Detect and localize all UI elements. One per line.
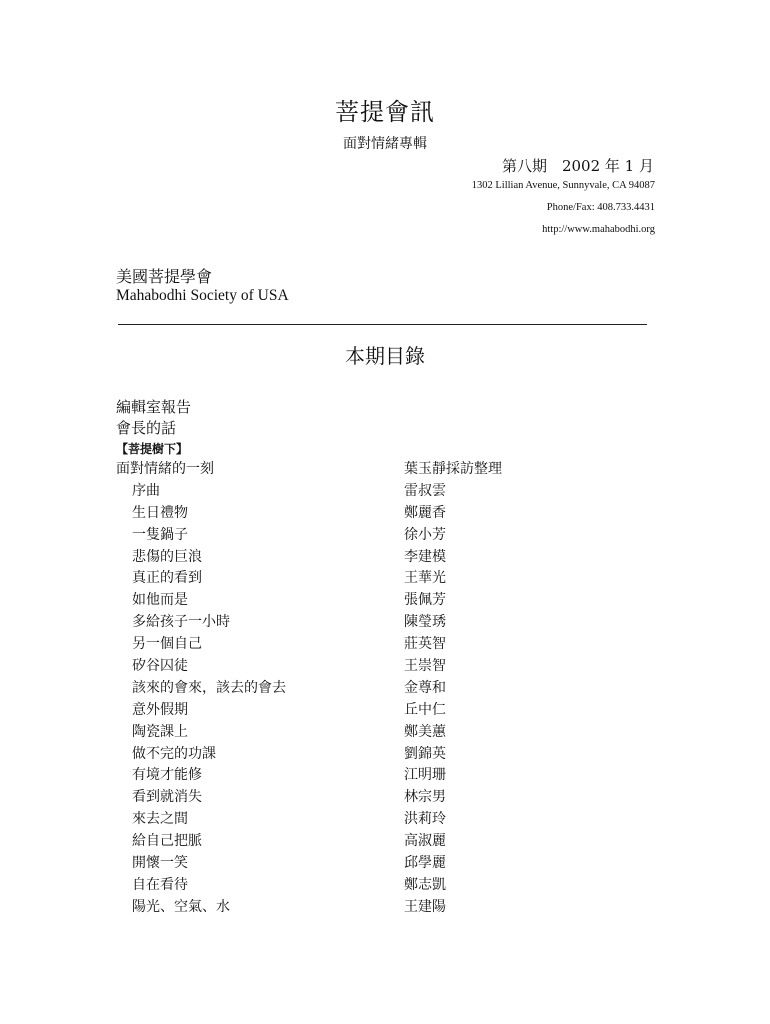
toc-entry-title: 該來的會來，該去的會去 [132, 679, 286, 696]
toc-entry-title: 如他而是 [132, 592, 188, 609]
org-name-cn: 美國菩提學會 [116, 267, 213, 286]
toc-entry-author: 林宗男 [404, 789, 446, 806]
toc-bracket-label: 【菩提樹下】 [116, 442, 189, 456]
toc-entry-author: 王建陽 [404, 898, 446, 915]
toc-entry-author: 江明珊 [404, 767, 446, 784]
toc-entry-title: 開懷一笑 [132, 855, 188, 872]
newsletter-title: 菩提會訊 [335, 98, 435, 126]
toc-entry-author: 劉錦英 [404, 745, 446, 762]
toc-entry-title: 陽光、空氣、水 [132, 898, 230, 915]
divider-line [118, 324, 647, 325]
toc-entry-title: 意外假期 [132, 701, 188, 718]
toc-entry [0, 568, 770, 590]
toc-entry-author: 王華光 [404, 570, 446, 587]
toc-entry [0, 809, 770, 831]
issue-subtitle: 面對情緒專輯 [343, 136, 427, 152]
toc-entry-title: 悲傷的巨浪 [132, 548, 202, 565]
toc-entry-title: 一隻鍋子 [132, 526, 188, 543]
toc-entry-author: 金尊和 [404, 679, 446, 696]
toc-entry-title: 陶瓷課上 [132, 723, 188, 740]
toc-entry [0, 853, 770, 875]
toc-entry [0, 590, 770, 612]
toc-entry-author: 鄭麗香 [404, 504, 446, 521]
toc-entry-author: 莊英智 [404, 636, 446, 653]
toc-entry-author: 陳瑩琇 [404, 614, 446, 631]
toc-entry-author: 張佩芳 [404, 592, 446, 609]
toc-entry-title: 生日禮物 [132, 504, 188, 521]
toc-entry-title: 來去之間 [132, 811, 188, 828]
toc-entry [0, 612, 770, 634]
website-url: http://www.mahabodhi.org [542, 224, 655, 235]
toc-entry [0, 744, 770, 766]
address: 1302 Lillian Avenue, Sunnyvale, CA 94087 [471, 180, 655, 191]
toc-entry-author: 洪莉玲 [404, 811, 446, 828]
toc-entry-title: 矽谷囚徒 [132, 658, 188, 675]
toc-entry-author: 李建模 [404, 548, 446, 565]
toc-entry [0, 765, 770, 787]
toc-entry-title: 自在看待 [132, 876, 188, 893]
toc-entry [0, 481, 770, 503]
toc-entry [0, 525, 770, 547]
toc-entry-title: 面對情緒的一刻 [116, 461, 214, 477]
toc-list [0, 459, 770, 919]
toc-entry-title: 序曲 [132, 482, 160, 499]
toc-title: 本期目錄 [345, 344, 425, 368]
toc-section-editorial: 編輯室報告 [116, 398, 192, 416]
toc-entry-author: 王崇智 [404, 658, 446, 675]
issue-date: 第八期 2002 年 1 月 [501, 157, 654, 175]
phone-fax: Phone/Fax: 408.733.4431 [546, 202, 655, 213]
toc-entry-author: 徐小芳 [404, 526, 446, 543]
toc-entry [0, 897, 770, 919]
toc-entry [0, 722, 770, 744]
org-name-en: Mahabodhi Society of USA [116, 287, 289, 304]
toc-entry-title: 看到就消失 [132, 789, 202, 806]
toc-entry [0, 678, 770, 700]
toc-entry-title: 有境才能修 [132, 767, 202, 784]
toc-section-president: 會長的話 [116, 419, 177, 437]
toc-entry-title: 做不完的功課 [132, 745, 216, 762]
toc-entry-title: 真正的看到 [132, 570, 202, 587]
toc-entry [0, 656, 770, 678]
toc-main-entry [0, 459, 770, 481]
toc-entry [0, 547, 770, 569]
toc-entry-title: 給自己把脈 [132, 833, 202, 850]
toc-entry [0, 503, 770, 525]
toc-entry-title: 多給孩子一小時 [132, 614, 230, 631]
toc-entry [0, 787, 770, 809]
toc-entry-author: 邱學麗 [404, 855, 446, 872]
toc-entry-author: 鄭志凱 [404, 876, 446, 893]
toc-entry [0, 634, 770, 656]
toc-entry-author: 丘中仁 [404, 701, 446, 718]
toc-entry-author: 雷叔雲 [404, 482, 446, 499]
toc-entry-author: 葉玉靜採訪整理 [404, 461, 502, 477]
toc-entry [0, 831, 770, 853]
toc-entry [0, 875, 770, 897]
toc-entry [0, 700, 770, 722]
toc-entry-title: 另一個自己 [132, 636, 202, 653]
toc-entry-author: 鄭美蕙 [404, 723, 446, 740]
toc-entry-author: 高淑麗 [404, 833, 446, 850]
